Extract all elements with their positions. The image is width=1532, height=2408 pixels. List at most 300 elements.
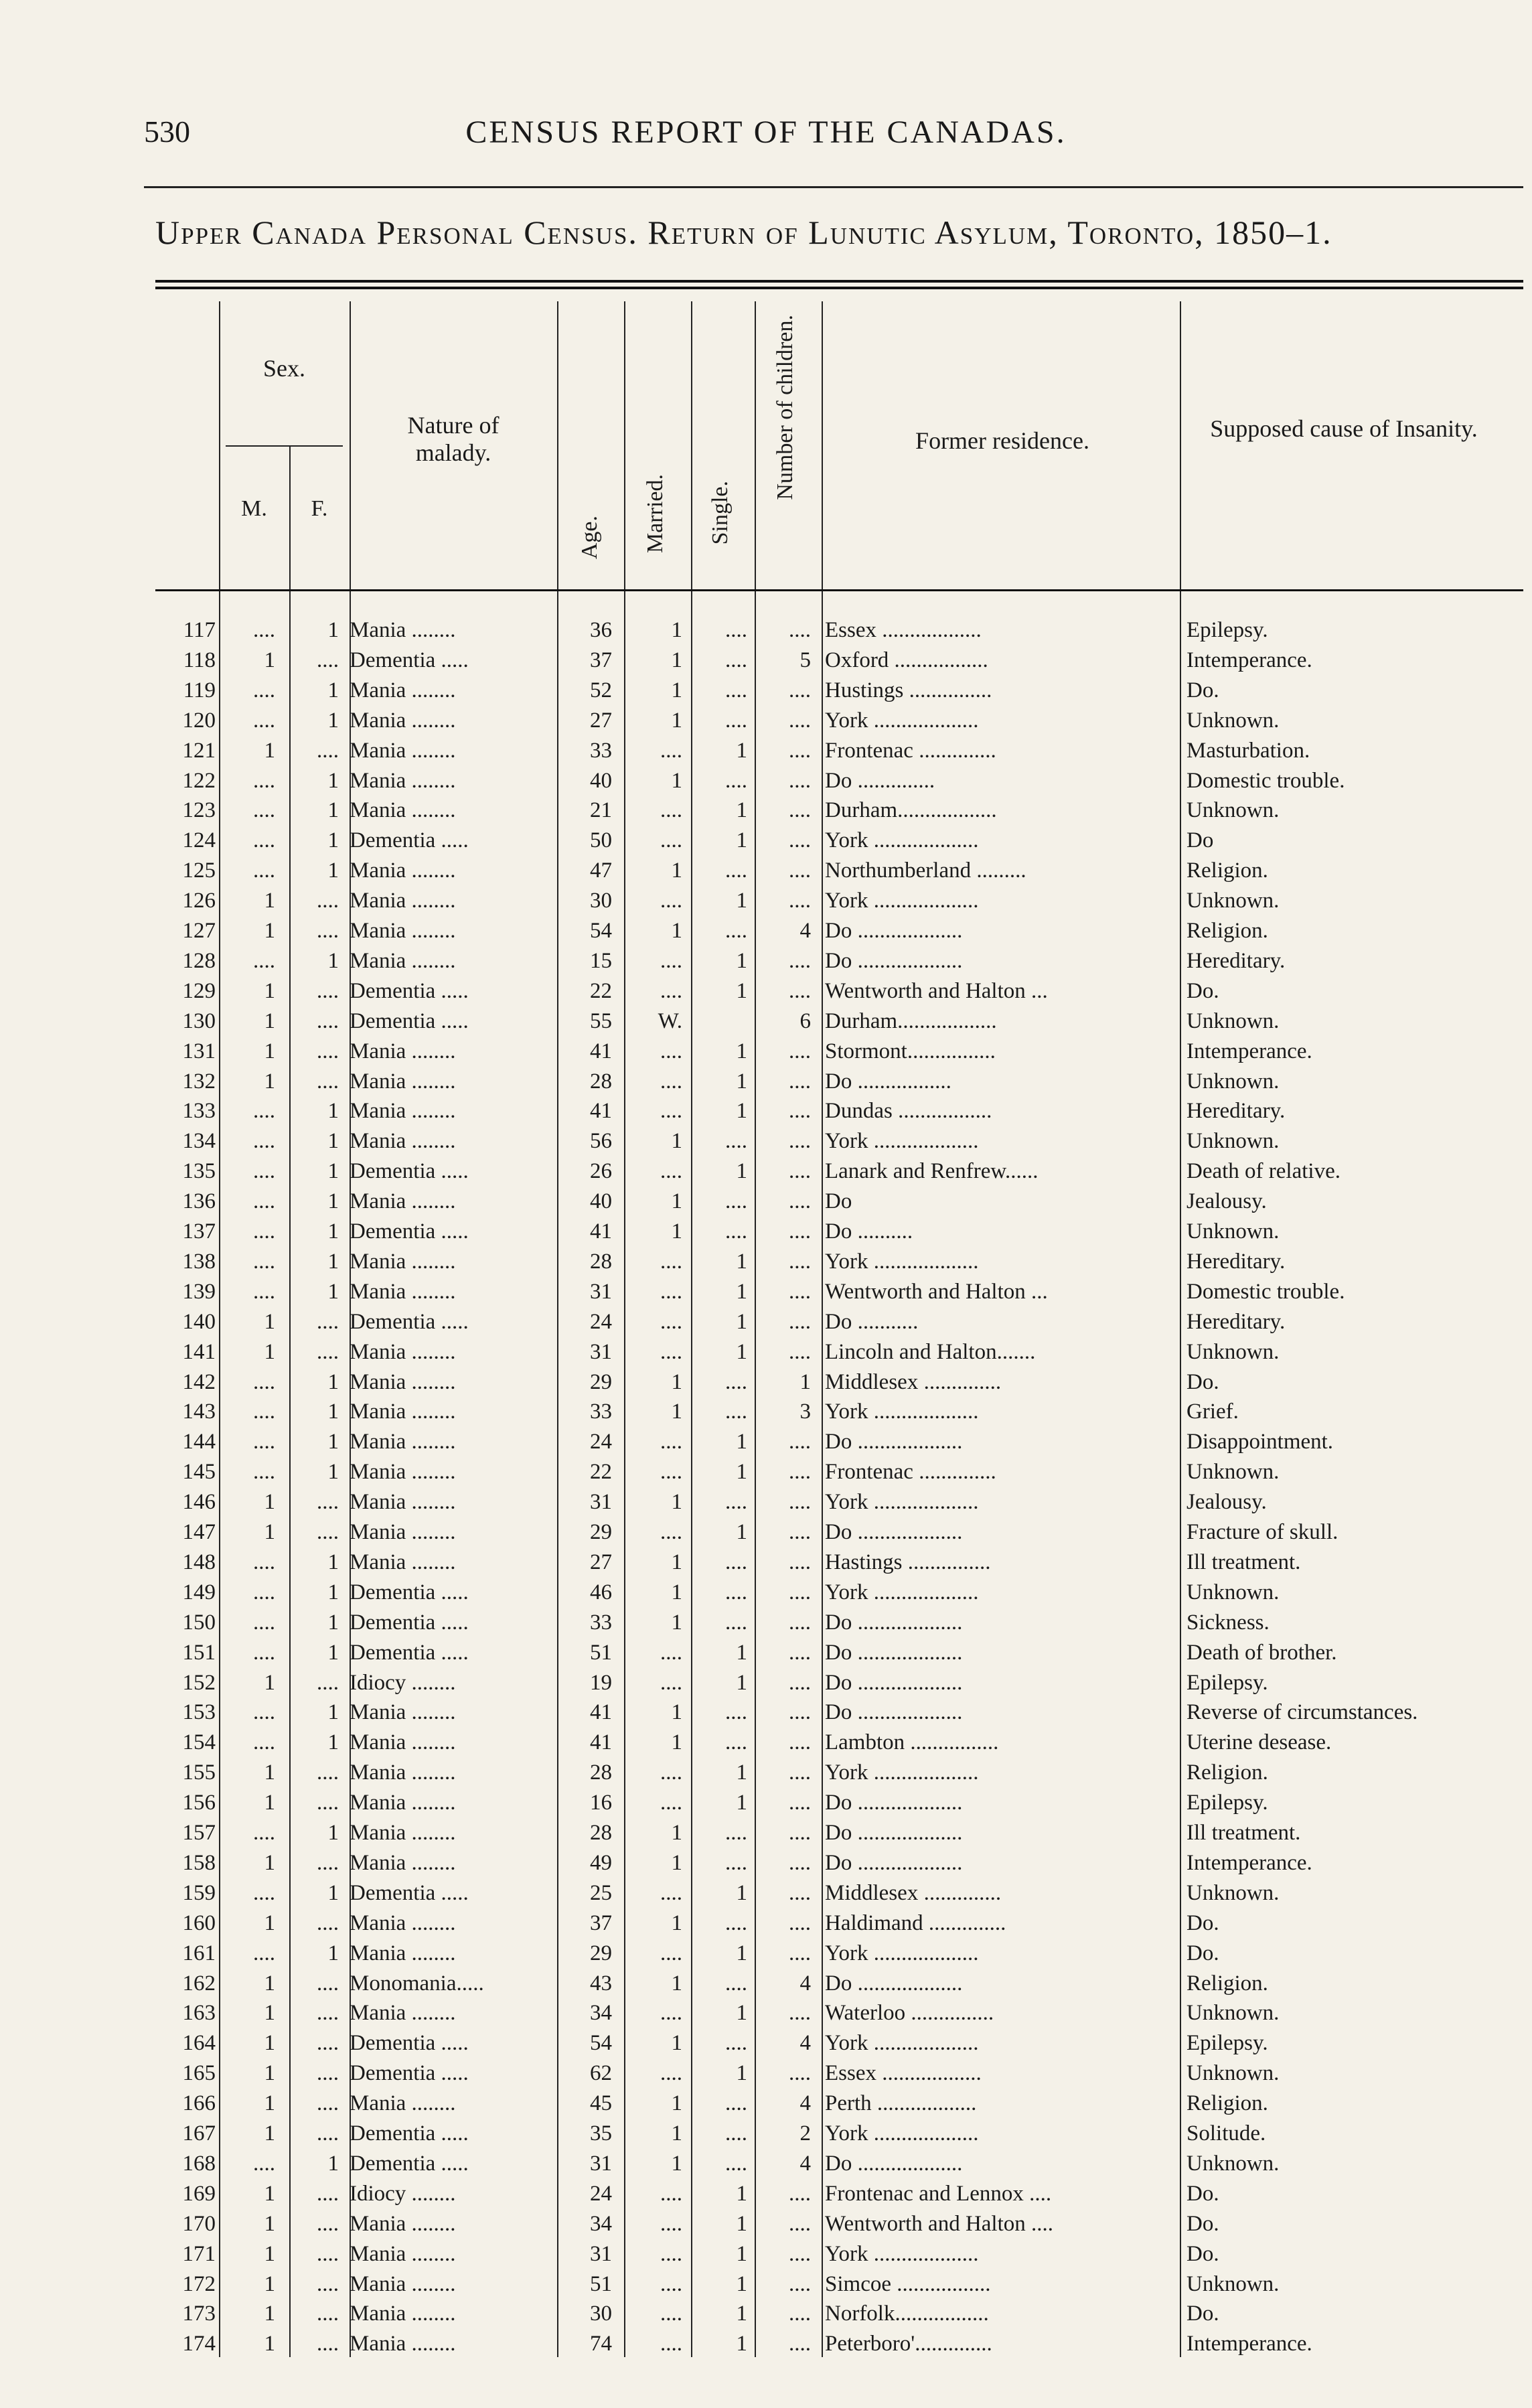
- malady-cell: Mania ........: [350, 2241, 456, 2266]
- table-row: [155, 1398, 1523, 1426]
- malady-cell: Dementia .....: [350, 978, 469, 1003]
- single-cell: ....: [725, 768, 747, 793]
- table-row: [155, 1698, 1523, 1727]
- female-count-cell: ....: [317, 2121, 339, 2146]
- row-number-cell: 123: [182, 798, 216, 823]
- malady-cell: Monomania.....: [350, 1971, 484, 1996]
- female-count-cell: 1: [327, 1821, 339, 1845]
- married-cell: W.: [658, 1008, 682, 1033]
- male-count-cell: 1: [264, 2302, 275, 2326]
- table-row: [155, 917, 1523, 946]
- married-cell: ....: [660, 1339, 682, 1364]
- former-residence-cell: Lambton ................: [825, 1730, 999, 1755]
- supposed-cause-cell: Fracture of skull.: [1186, 1520, 1338, 1544]
- age-cell: 31: [590, 2241, 612, 2266]
- row-number-cell: 163: [182, 2001, 216, 2026]
- table-row: [155, 616, 1523, 645]
- former-residence-cell: Norfolk.................: [825, 2302, 989, 2326]
- single-cell: ....: [725, 858, 747, 883]
- supposed-cause-cell: Ill treatment.: [1186, 1821, 1301, 1845]
- male-count-cell: 1: [264, 1008, 275, 1033]
- female-count-cell: 1: [327, 768, 339, 793]
- female-count-cell: ....: [317, 1850, 339, 1875]
- age-cell: 27: [590, 1550, 612, 1574]
- age-cell: 29: [590, 1941, 612, 1965]
- age-cell: 24: [590, 1309, 612, 1334]
- supposed-cause-cell: Religion.: [1186, 1760, 1268, 1785]
- male-count-cell: ....: [253, 828, 275, 853]
- table-row: [155, 2210, 1523, 2239]
- married-cell: 1: [671, 1910, 682, 1935]
- malady-cell: Mania ........: [350, 738, 456, 763]
- children-cell: 3: [799, 1400, 811, 1424]
- malady-cell: Dementia .....: [350, 1880, 469, 1905]
- table-row: [155, 1037, 1523, 1066]
- former-residence-cell: Hastings ...............: [825, 1550, 991, 1574]
- row-number-cell: 160: [182, 1910, 216, 1935]
- single-cell: 1: [736, 2271, 747, 2296]
- supposed-cause-cell: Epilepsy.: [1186, 618, 1268, 642]
- table-row: [155, 1969, 1523, 1998]
- male-count-cell: 1: [264, 2271, 275, 2296]
- age-cell: 62: [590, 2061, 612, 2086]
- row-number-cell: 161: [182, 1941, 216, 1965]
- male-count-cell: ....: [253, 1129, 275, 1154]
- age-cell: 29: [590, 1369, 612, 1394]
- age-cell: 33: [590, 1610, 612, 1635]
- former-residence-cell: Do ...................: [825, 1791, 963, 1815]
- female-count-cell: ....: [317, 2061, 339, 2086]
- row-number-cell: 146: [182, 1490, 216, 1515]
- age-cell: 29: [590, 1520, 612, 1544]
- supposed-cause-cell: Hereditary.: [1186, 1099, 1286, 1124]
- former-residence-cell: Durham..................: [825, 798, 997, 823]
- former-residence-cell: Wentworth and Halton ...: [825, 1279, 1048, 1304]
- supposed-cause-cell: Religion.: [1186, 858, 1268, 883]
- female-count-cell: ....: [317, 1309, 339, 1334]
- former-residence-cell: Simcoe .................: [825, 2271, 991, 2296]
- former-residence-cell: Do ...................: [825, 919, 963, 943]
- married-cell: ....: [660, 2001, 682, 2026]
- row-number-cell: 156: [182, 1791, 216, 1815]
- female-count-cell: 1: [327, 948, 339, 973]
- former-residence-cell: York ...................: [825, 2121, 979, 2146]
- sex-header-rule: [226, 445, 343, 447]
- row-number-cell: 117: [183, 618, 216, 642]
- supposed-cause-cell: Unknown.: [1186, 1129, 1280, 1154]
- supposed-cause-cell: Epilepsy.: [1186, 1791, 1268, 1815]
- row-number-cell: 121: [182, 738, 216, 763]
- single-cell: ....: [725, 1850, 747, 1875]
- former-residence-cell: Frontenac ..............: [825, 1460, 996, 1485]
- malady-cell: Mania ........: [350, 1430, 456, 1454]
- single-cell: 1: [736, 2302, 747, 2326]
- married-cell: 1: [671, 2121, 682, 2146]
- malady-cell: Mania ........: [350, 798, 456, 823]
- former-residence-cell: Lincoln and Halton.......: [825, 1339, 1036, 1364]
- female-count-cell: ....: [317, 648, 339, 672]
- male-count-cell: ....: [253, 1430, 275, 1454]
- age-cell: 28: [590, 1069, 612, 1094]
- former-residence-cell: Middlesex ..............: [825, 1880, 1002, 1905]
- female-count-cell: ....: [317, 889, 339, 913]
- male-count-cell: ....: [253, 1610, 275, 1635]
- children-cell: ....: [789, 1640, 811, 1665]
- age-cell: 22: [590, 978, 612, 1003]
- children-cell: ....: [789, 2241, 811, 2266]
- male-count-cell: ....: [253, 1279, 275, 1304]
- header-sex: Sex.: [263, 355, 305, 382]
- table-row: [155, 1909, 1523, 1938]
- female-count-cell: ....: [317, 2001, 339, 2026]
- malady-cell: Dementia .....: [350, 2151, 469, 2176]
- age-cell: 35: [590, 2121, 612, 2146]
- children-cell: ....: [789, 1219, 811, 1244]
- row-number-cell: 118: [183, 648, 216, 672]
- former-residence-cell: Do ...................: [825, 1821, 963, 1845]
- table-row: [155, 676, 1523, 705]
- age-cell: 41: [590, 1039, 612, 1063]
- male-count-cell: 1: [264, 2121, 275, 2146]
- single-cell: 1: [736, 1279, 747, 1304]
- female-count-cell: 1: [327, 1369, 339, 1394]
- age-cell: 56: [590, 1129, 612, 1154]
- row-number-cell: 165: [182, 2061, 216, 2086]
- female-count-cell: ....: [317, 919, 339, 943]
- female-count-cell: ....: [317, 1791, 339, 1815]
- supposed-cause-cell: Unknown.: [1186, 1069, 1280, 1094]
- male-count-cell: ....: [253, 1580, 275, 1604]
- supposed-cause-cell: Religion.: [1186, 2091, 1268, 2116]
- children-cell: ....: [789, 1490, 811, 1515]
- former-residence-cell: Do ...................: [825, 1640, 963, 1665]
- supposed-cause-cell: Unknown.: [1186, 1880, 1280, 1905]
- supposed-cause-cell: Religion.: [1186, 1971, 1268, 1996]
- row-number-cell: 142: [182, 1369, 216, 1394]
- age-cell: 41: [590, 1730, 612, 1755]
- header-rule: [144, 186, 1523, 188]
- row-number-cell: 135: [182, 1159, 216, 1184]
- table-row: [155, 1458, 1523, 1487]
- married-cell: 1: [671, 1219, 682, 1244]
- children-cell: ....: [789, 1850, 811, 1875]
- row-number-cell: 171: [182, 2241, 216, 2266]
- female-count-cell: 1: [327, 1189, 339, 1214]
- single-cell: 1: [736, 2001, 747, 2026]
- row-number-cell: 166: [182, 2091, 216, 2116]
- malady-cell: Dementia .....: [350, 1219, 469, 1244]
- married-cell: ....: [660, 798, 682, 823]
- former-residence-cell: York ...................: [825, 1129, 979, 1154]
- age-cell: 28: [590, 1249, 612, 1274]
- children-cell: 6: [799, 1008, 811, 1033]
- married-cell: 1: [671, 2151, 682, 2176]
- children-cell: ....: [789, 1760, 811, 1785]
- male-count-cell: ....: [253, 858, 275, 883]
- supposed-cause-cell: Unknown.: [1186, 2151, 1280, 2176]
- age-cell: 16: [590, 1791, 612, 1815]
- single-cell: ....: [725, 1700, 747, 1725]
- supposed-cause-cell: Hereditary.: [1186, 948, 1286, 973]
- single-cell: ....: [725, 1580, 747, 1604]
- single-cell: 1: [736, 1159, 747, 1184]
- supposed-cause-cell: Solitude.: [1186, 2121, 1266, 2146]
- supposed-cause-cell: Unknown.: [1186, 1460, 1280, 1485]
- married-cell: 1: [671, 708, 682, 733]
- female-count-cell: ....: [317, 2211, 339, 2236]
- row-number-cell: 153: [182, 1700, 216, 1725]
- male-count-cell: ....: [253, 768, 275, 793]
- table-row: [155, 2300, 1523, 2328]
- header-malady: Nature of malady.: [407, 412, 500, 467]
- single-cell: 1: [736, 2211, 747, 2236]
- malady-cell: Mania ........: [350, 948, 456, 973]
- age-cell: 40: [590, 768, 612, 793]
- malady-cell: Idiocy ........: [350, 1670, 456, 1695]
- supposed-cause-cell: Unknown.: [1186, 2001, 1280, 2026]
- children-cell: ....: [789, 1099, 811, 1124]
- malady-cell: Mania ........: [350, 1279, 456, 1304]
- former-residence-cell: Hustings ...............: [825, 678, 992, 702]
- table-row: [155, 2270, 1523, 2299]
- female-count-cell: 1: [327, 708, 339, 733]
- female-count-cell: 1: [327, 1730, 339, 1755]
- malady-cell: Mania ........: [350, 858, 456, 883]
- former-residence-cell: York ...................: [825, 889, 979, 913]
- former-residence-cell: York ...................: [825, 1941, 979, 1965]
- former-residence-cell: Do ...................: [825, 1520, 963, 1544]
- malady-cell: Mania ........: [350, 1791, 456, 1815]
- former-residence-cell: York ...................: [825, 1249, 979, 1274]
- male-count-cell: ....: [253, 1460, 275, 1485]
- supposed-cause-cell: Epilepsy.: [1186, 2031, 1268, 2056]
- children-cell: 5: [799, 648, 811, 672]
- age-cell: 15: [590, 948, 612, 973]
- row-number-cell: 167: [182, 2121, 216, 2146]
- female-count-cell: 1: [327, 858, 339, 883]
- male-count-cell: ....: [253, 1550, 275, 1574]
- children-cell: ....: [789, 738, 811, 763]
- malady-cell: Mania ........: [350, 2001, 456, 2026]
- married-cell: 1: [671, 648, 682, 672]
- married-cell: 1: [671, 1550, 682, 1574]
- former-residence-cell: Essex ..................: [825, 2061, 982, 2086]
- former-residence-cell: York ...................: [825, 1490, 979, 1515]
- married-cell: ....: [660, 948, 682, 973]
- table-row: [155, 2059, 1523, 2088]
- table-row: [155, 1789, 1523, 1817]
- female-count-cell: 1: [327, 828, 339, 853]
- supposed-cause-cell: Sickness.: [1186, 1610, 1270, 1635]
- male-count-cell: 1: [264, 919, 275, 943]
- supposed-cause-cell: Disappointment.: [1186, 1430, 1334, 1454]
- married-cell: ....: [660, 2061, 682, 2086]
- male-count-cell: 1: [264, 2241, 275, 2266]
- table-row: [155, 977, 1523, 1006]
- supposed-cause-cell: Do.: [1186, 978, 1219, 1003]
- single-cell: 1: [736, 1941, 747, 1965]
- male-count-cell: 1: [264, 1760, 275, 1785]
- former-residence-cell: Do ...........: [825, 1309, 919, 1334]
- female-count-cell: 1: [327, 1400, 339, 1424]
- single-cell: 1: [736, 828, 747, 853]
- female-count-cell: 1: [327, 1580, 339, 1604]
- single-cell: 1: [736, 978, 747, 1003]
- female-count-cell: 1: [327, 1219, 339, 1244]
- married-cell: 1: [671, 1369, 682, 1394]
- malady-cell: Dementia .....: [350, 1580, 469, 1604]
- single-cell: 1: [736, 2332, 747, 2356]
- supposed-cause-cell: Unknown.: [1186, 889, 1280, 913]
- age-cell: 43: [590, 1971, 612, 1996]
- supposed-cause-cell: Unknown.: [1186, 798, 1280, 823]
- table-row: [155, 1758, 1523, 1787]
- male-count-cell: ....: [253, 1821, 275, 1845]
- age-cell: 33: [590, 1400, 612, 1424]
- header-cause: Supposed cause of Insanity.: [1210, 415, 1478, 442]
- table-row: [155, 2119, 1523, 2148]
- table-row: [155, 1338, 1523, 1367]
- single-cell: ....: [725, 1821, 747, 1845]
- male-count-cell: ....: [253, 2151, 275, 2176]
- row-number-cell: 168: [182, 2151, 216, 2176]
- male-count-cell: ....: [253, 708, 275, 733]
- single-cell: 1: [736, 1249, 747, 1274]
- children-cell: ....: [789, 1159, 811, 1184]
- single-cell: ....: [725, 2121, 747, 2146]
- row-number-cell: 127: [182, 919, 216, 943]
- married-cell: ....: [660, 1880, 682, 1905]
- table-row: [155, 1578, 1523, 1607]
- male-count-cell: 1: [264, 2211, 275, 2236]
- married-cell: ....: [660, 1099, 682, 1124]
- header-male: M.: [241, 496, 267, 521]
- male-count-cell: ....: [253, 1880, 275, 1905]
- former-residence-cell: Do ...................: [825, 1850, 963, 1875]
- malady-cell: Mania ........: [350, 1339, 456, 1364]
- single-cell: ....: [725, 1730, 747, 1755]
- married-cell: ....: [660, 889, 682, 913]
- former-residence-cell: Perth ..................: [825, 2091, 977, 2116]
- married-cell: ....: [660, 2211, 682, 2236]
- married-cell: 1: [671, 1129, 682, 1154]
- malady-cell: Mania ........: [350, 1189, 456, 1214]
- malady-cell: Mania ........: [350, 1369, 456, 1394]
- former-residence-cell: Haldimand ..............: [825, 1910, 1006, 1935]
- married-cell: 1: [671, 1189, 682, 1214]
- table-row: [155, 1187, 1523, 1216]
- table-row: [155, 1488, 1523, 1517]
- married-cell: ....: [660, 2332, 682, 2356]
- malady-cell: Mania ........: [350, 1700, 456, 1725]
- married-cell: ....: [660, 1279, 682, 1304]
- married-cell: 1: [671, 2091, 682, 2116]
- male-count-cell: ....: [253, 1640, 275, 1665]
- supposed-cause-cell: Unknown.: [1186, 708, 1280, 733]
- single-cell: ....: [725, 1910, 747, 1935]
- header-children: Number of children.: [773, 315, 797, 500]
- age-cell: 27: [590, 708, 612, 733]
- former-residence-cell: Frontenac and Lennox ....: [825, 2181, 1052, 2206]
- age-cell: 36: [590, 618, 612, 642]
- table-row: [155, 2089, 1523, 2118]
- malady-cell: Mania ........: [350, 889, 456, 913]
- single-cell: 1: [736, 1309, 747, 1334]
- former-residence-cell: York ...................: [825, 2241, 979, 2266]
- row-number-cell: 164: [182, 2031, 216, 2056]
- supposed-cause-cell: Death of brother.: [1186, 1640, 1337, 1665]
- children-cell: ....: [789, 708, 811, 733]
- children-cell: ....: [789, 1730, 811, 1755]
- malady-cell: Dementia .....: [350, 1640, 469, 1665]
- children-cell: ....: [789, 948, 811, 973]
- header-single: Single.: [708, 481, 733, 545]
- single-cell: 1: [736, 738, 747, 763]
- table-row: [155, 1217, 1523, 1246]
- married-cell: 1: [671, 919, 682, 943]
- supposed-cause-cell: Grief.: [1186, 1400, 1239, 1424]
- female-count-cell: 1: [327, 1941, 339, 1965]
- supposed-cause-cell: Unknown.: [1186, 1339, 1280, 1364]
- male-count-cell: ....: [253, 678, 275, 702]
- malady-cell: Mania ........: [350, 1730, 456, 1755]
- female-count-cell: 1: [327, 2151, 339, 2176]
- table-row: [155, 1097, 1523, 1126]
- row-number-cell: 137: [182, 1219, 216, 1244]
- male-count-cell: ....: [253, 1730, 275, 1755]
- former-residence-cell: Wentworth and Halton ...: [825, 978, 1048, 1003]
- former-residence-cell: Do ...................: [825, 2151, 963, 2176]
- age-cell: 41: [590, 1219, 612, 1244]
- single-cell: 1: [736, 1339, 747, 1364]
- age-cell: 54: [590, 919, 612, 943]
- female-count-cell: ....: [317, 2031, 339, 2056]
- table-row: [155, 1939, 1523, 1968]
- row-number-cell: 155: [182, 1760, 216, 1785]
- male-count-cell: ....: [253, 1249, 275, 1274]
- married-cell: ....: [660, 1069, 682, 1094]
- children-cell: ....: [789, 1279, 811, 1304]
- married-cell: ....: [660, 1520, 682, 1544]
- single-cell: ....: [725, 708, 747, 733]
- former-residence-cell: Do ...................: [825, 1971, 963, 1996]
- table-row: [155, 1518, 1523, 1547]
- malady-cell: Mania ........: [350, 2091, 456, 2116]
- age-cell: 46: [590, 1580, 612, 1604]
- single-cell: ....: [725, 2031, 747, 2056]
- married-cell: ....: [660, 1760, 682, 1785]
- male-count-cell: ....: [253, 1369, 275, 1394]
- male-count-cell: 1: [264, 2332, 275, 2356]
- male-count-cell: 1: [264, 1971, 275, 1996]
- married-cell: ....: [660, 2181, 682, 2206]
- supposed-cause-cell: Unknown.: [1186, 2271, 1280, 2296]
- malady-cell: Mania ........: [350, 1400, 456, 1424]
- female-count-cell: 1: [327, 1249, 339, 1274]
- age-cell: 74: [590, 2332, 612, 2356]
- married-cell: ....: [660, 1430, 682, 1454]
- single-cell: 1: [736, 1430, 747, 1454]
- children-cell: ....: [789, 2211, 811, 2236]
- children-cell: ....: [789, 1249, 811, 1274]
- single-cell: ....: [725, 1610, 747, 1635]
- row-number-cell: 172: [182, 2271, 216, 2296]
- malady-cell: Mania ........: [350, 1129, 456, 1154]
- single-cell: 1: [736, 798, 747, 823]
- age-cell: 24: [590, 1430, 612, 1454]
- age-cell: 40: [590, 1189, 612, 1214]
- former-residence-cell: York ...................: [825, 1400, 979, 1424]
